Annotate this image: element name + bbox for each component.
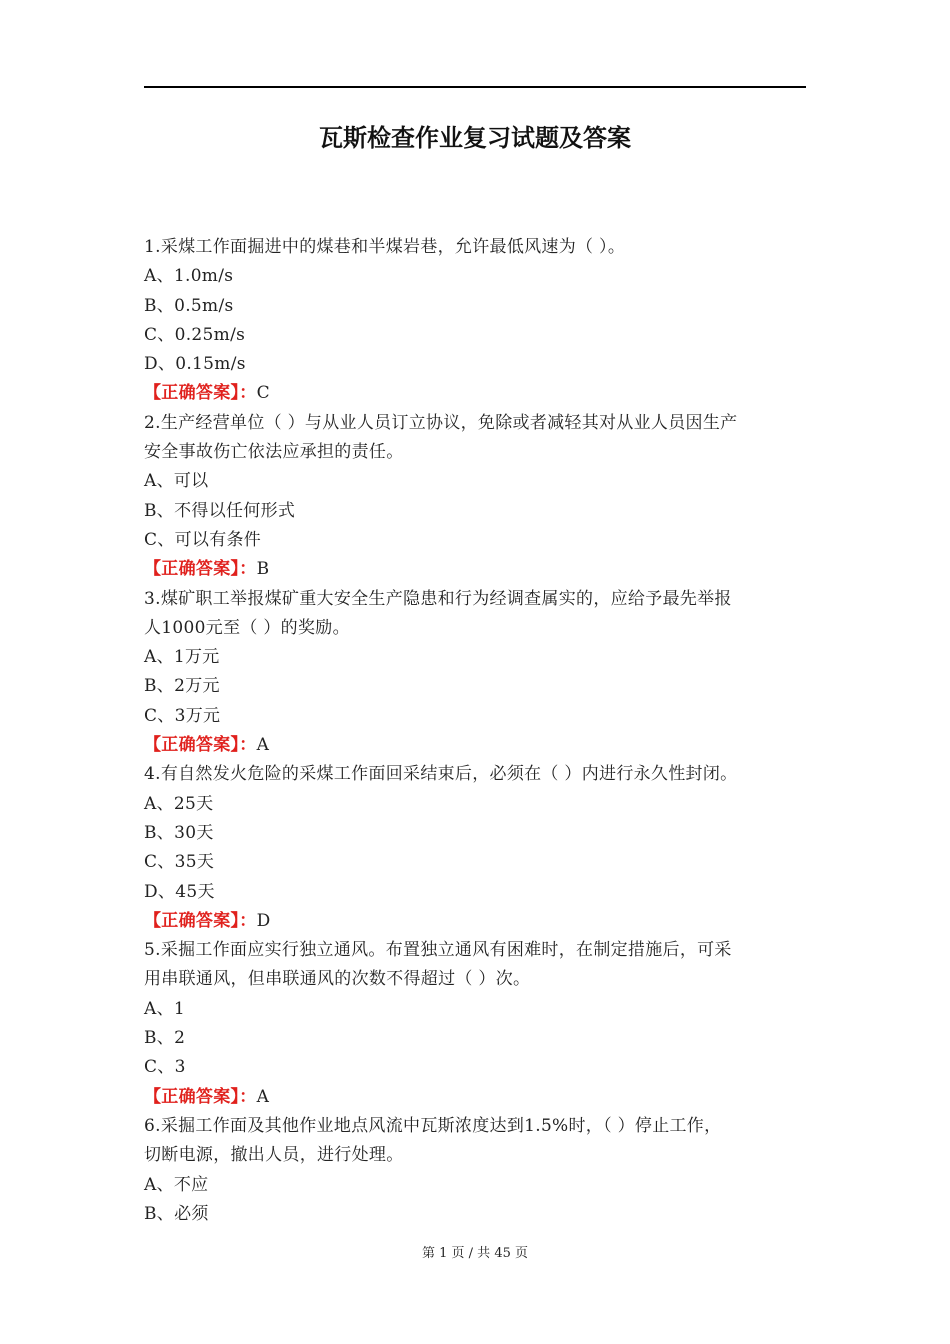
answer-option: A、不应 — [144, 1174, 209, 1195]
answer-option: B、2 — [144, 1028, 186, 1049]
answer-option: A、1.0m/s — [144, 266, 234, 287]
answer-option: C、0.25m/s — [144, 324, 246, 345]
correct-answer-row — [144, 731, 806, 760]
correct-answer-label: 【正确答案】： — [144, 1086, 257, 1107]
question-block — [144, 936, 806, 1112]
question-block — [144, 1112, 806, 1229]
question-block — [144, 585, 806, 761]
answer-option: B、2万元 — [144, 676, 220, 697]
question-stem: 4.有自然发火危险的采煤工作面回采结束后，必须在（ ）内进行永久性封闭。 — [144, 764, 738, 785]
question-block — [144, 233, 806, 409]
document-title: 瓦斯检查作业复习试题及答案 — [319, 123, 631, 152]
question-stem: 切断电源，撤出人员，进行处理。 — [144, 1145, 404, 1166]
answer-option: B、必须 — [144, 1203, 209, 1224]
question-stem: 1.采煤工作面掘进中的煤巷和半煤岩巷，允许最低风速为（ ）。 — [144, 237, 626, 257]
correct-answer-row — [144, 555, 806, 584]
answer-option: C、3 — [144, 1057, 186, 1078]
question-stem: 5.采掘工作面应实行独立通风。布置独立通风有困难时，在制定措施后，可采 — [144, 940, 732, 961]
question-stem: 人1000元至（ ）的奖励。 — [144, 617, 350, 638]
correct-answer-value: A — [256, 1086, 270, 1107]
answer-option: C、可以有条件 — [144, 529, 262, 550]
answer-option: D、0.15m/s — [144, 354, 246, 375]
question-stem: 3.煤矿职工举报煤矿重大安全生产隐患和行为经调查属实的，应给予最先举报 — [144, 588, 732, 609]
answer-option: C、3万元 — [144, 705, 221, 726]
answer-option: A、1 — [144, 998, 185, 1019]
answer-option: D、45天 — [144, 881, 215, 902]
answer-option: A、可以 — [144, 471, 209, 492]
header-rule — [144, 86, 806, 88]
question-block — [144, 760, 806, 936]
correct-answer-label: 【正确答案】： — [144, 383, 257, 404]
correct-answer-value: A — [256, 735, 270, 756]
correct-answer-row — [144, 907, 806, 936]
question-stem: 2.生产经营单位（ ）与从业人员订立协议，免除或者减轻其对从业人员因生产 — [144, 412, 738, 433]
correct-answer-value: C — [256, 383, 270, 404]
answer-option: B、30天 — [144, 822, 214, 843]
question-list — [144, 233, 806, 1229]
page-footer: 第 1 页 / 共 45 页 — [422, 1246, 528, 1261]
answer-option: C、35天 — [144, 852, 215, 873]
correct-answer-label: 【正确答案】： — [144, 559, 257, 580]
question-stem: 安全事故伤亡依法应承担的责任。 — [144, 442, 404, 463]
answer-option: B、不得以任何形式 — [144, 500, 296, 521]
correct-answer-row — [144, 379, 806, 408]
correct-answer-value: B — [256, 559, 270, 580]
correct-answer-value: D — [256, 910, 271, 931]
correct-answer-label: 【正确答案】： — [144, 735, 257, 756]
answer-option: B、0.5m/s — [144, 295, 234, 316]
answer-option: A、1万元 — [144, 647, 220, 668]
question-stem: 6.采掘工作面及其他作业地点风流中瓦斯浓度达到1.5%时，（ ）停止工作， — [144, 1115, 722, 1136]
correct-answer-row — [144, 1083, 806, 1112]
question-stem: 用串联通风，但串联通风的次数不得超过（ ）次。 — [144, 969, 531, 990]
answer-option: A、25天 — [144, 793, 214, 814]
question-block — [144, 409, 806, 585]
correct-answer-label: 【正确答案】： — [144, 910, 257, 931]
